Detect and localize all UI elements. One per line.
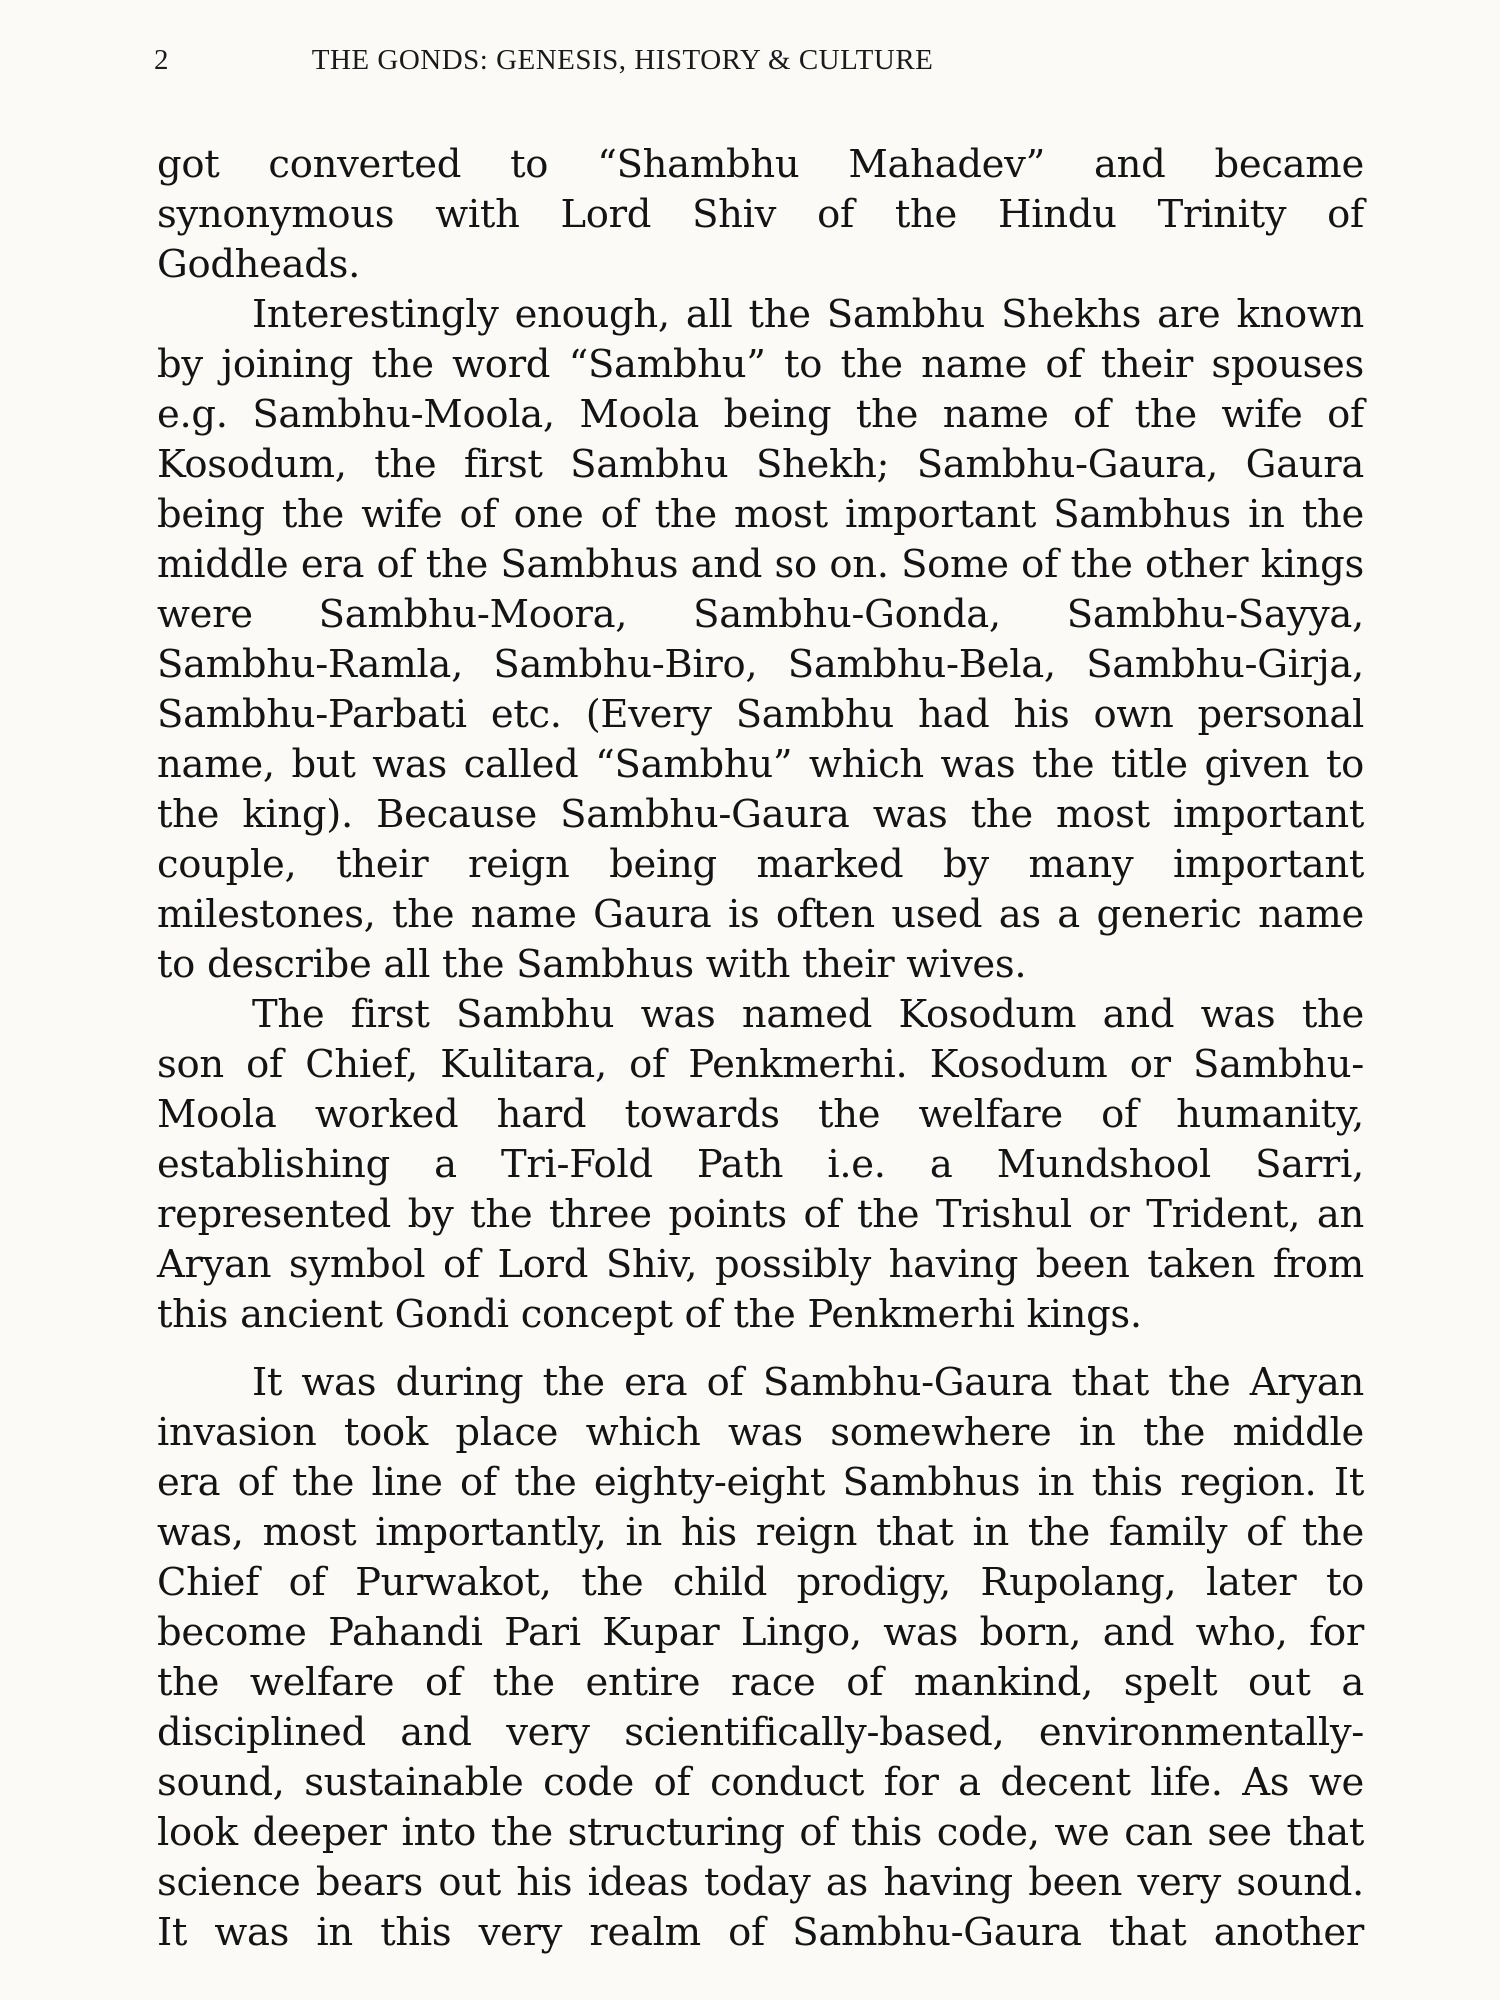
text-line: It was during the era of Sambhu-Gaura that the Aryan [252,1360,1364,1405]
page-number: 2 [154,44,169,76]
text-line: this ancient Gondi concept of the Penkmerhi kings. [157,1292,1142,1337]
paragraph-2 [157,290,1364,990]
text-line: milestones, the name Gaura is often used as a generic name [157,892,1364,937]
text-line: become Pahandi Pari Kupar Lingo, was born, and who, for [157,1610,1364,1655]
text-line: the king). Because Sambhu-Gaura was the most important [157,792,1364,837]
text-line: establishing a Tri-Fold Path i.e. a Mundshool Sarri, [157,1142,1364,1187]
text-line: The first Sambhu was named Kosodum and was the [252,992,1364,1037]
text-line: It was in this very realm of Sambhu-Gaura that another [157,1910,1364,1955]
text-line: name, but was called “Sambhu” which was the title given to [157,742,1364,787]
text-line: science bears out his ideas today as having been very sound. [157,1860,1364,1905]
text-line: Sambhu-Parbati etc. (Every Sambhu had his own personal [157,692,1364,737]
text-line: sound, sustainable code of conduct for a decent life. As we [157,1760,1364,1805]
text-line: got converted to “Shambhu Mahadev” and became [157,142,1364,187]
text-line: couple, their reign being marked by many important [157,842,1364,887]
paragraph-4 [157,1358,1364,1958]
text-line: Godheads. [157,242,361,287]
book-title: THE GONDS: GENESIS, HISTORY & CULTURE [311,44,934,76]
text-line: Interestingly enough, all the Sambhu Shekhs are known [252,292,1364,337]
text-line: by joining the word “Sambhu” to the name of their spouses [157,342,1364,387]
running-head [154,44,1354,84]
text-line: invasion took place which was somewhere in the middle [157,1410,1364,1455]
text-line: look deeper into the structuring of this code, we can see that [157,1810,1364,1855]
text-line: the welfare of the entire race of mankind, spelt out a [157,1660,1364,1705]
text-line: was, most importantly, in his reign that in the family of the [157,1510,1364,1555]
text-line: middle era of the Sambhus and so on. Some of the other kings [157,542,1364,587]
text-line: e.g. Sambhu-Moola, Moola being the name of the wife of [157,392,1364,437]
text-line: Moola worked hard towards the welfare of humanity, [157,1092,1364,1137]
text-line: synonymous with Lord Shiv of the Hindu Trinity of [157,192,1364,237]
paragraph-1 [157,140,1364,290]
body-text [157,140,1364,1958]
text-line: Aryan symbol of Lord Shiv, possibly having been taken from [157,1242,1364,1287]
text-line: being the wife of one of the most important Sambhus in the [157,492,1364,537]
text-line: era of the line of the eighty-eight Sambhus in this region. It [157,1460,1364,1505]
text-line: Sambhu-Ramla, Sambhu-Biro, Sambhu-Bela, Sambhu-Girja, [157,642,1364,687]
text-line: represented by the three points of the Trishul or Trident, an [157,1192,1364,1237]
text-line: disciplined and very scientifically-based, environmentally- [157,1710,1364,1755]
text-line: Kosodum, the first Sambhu Shekh; Sambhu-Gaura, Gaura [157,442,1364,487]
text-line: to describe all the Sambhus with their wives. [157,942,1027,987]
text-line: son of Chief, Kulitara, of Penkmerhi. Kosodum or Sambhu- [157,1042,1364,1087]
paragraph-3 [157,990,1364,1340]
paragraph-spacer [157,1340,1364,1358]
text-line: were Sambhu-Moora, Sambhu-Gonda, Sambhu-Sayya, [157,592,1364,637]
text-line: Chief of Purwakot, the child prodigy, Rupolang, later to [157,1560,1364,1605]
